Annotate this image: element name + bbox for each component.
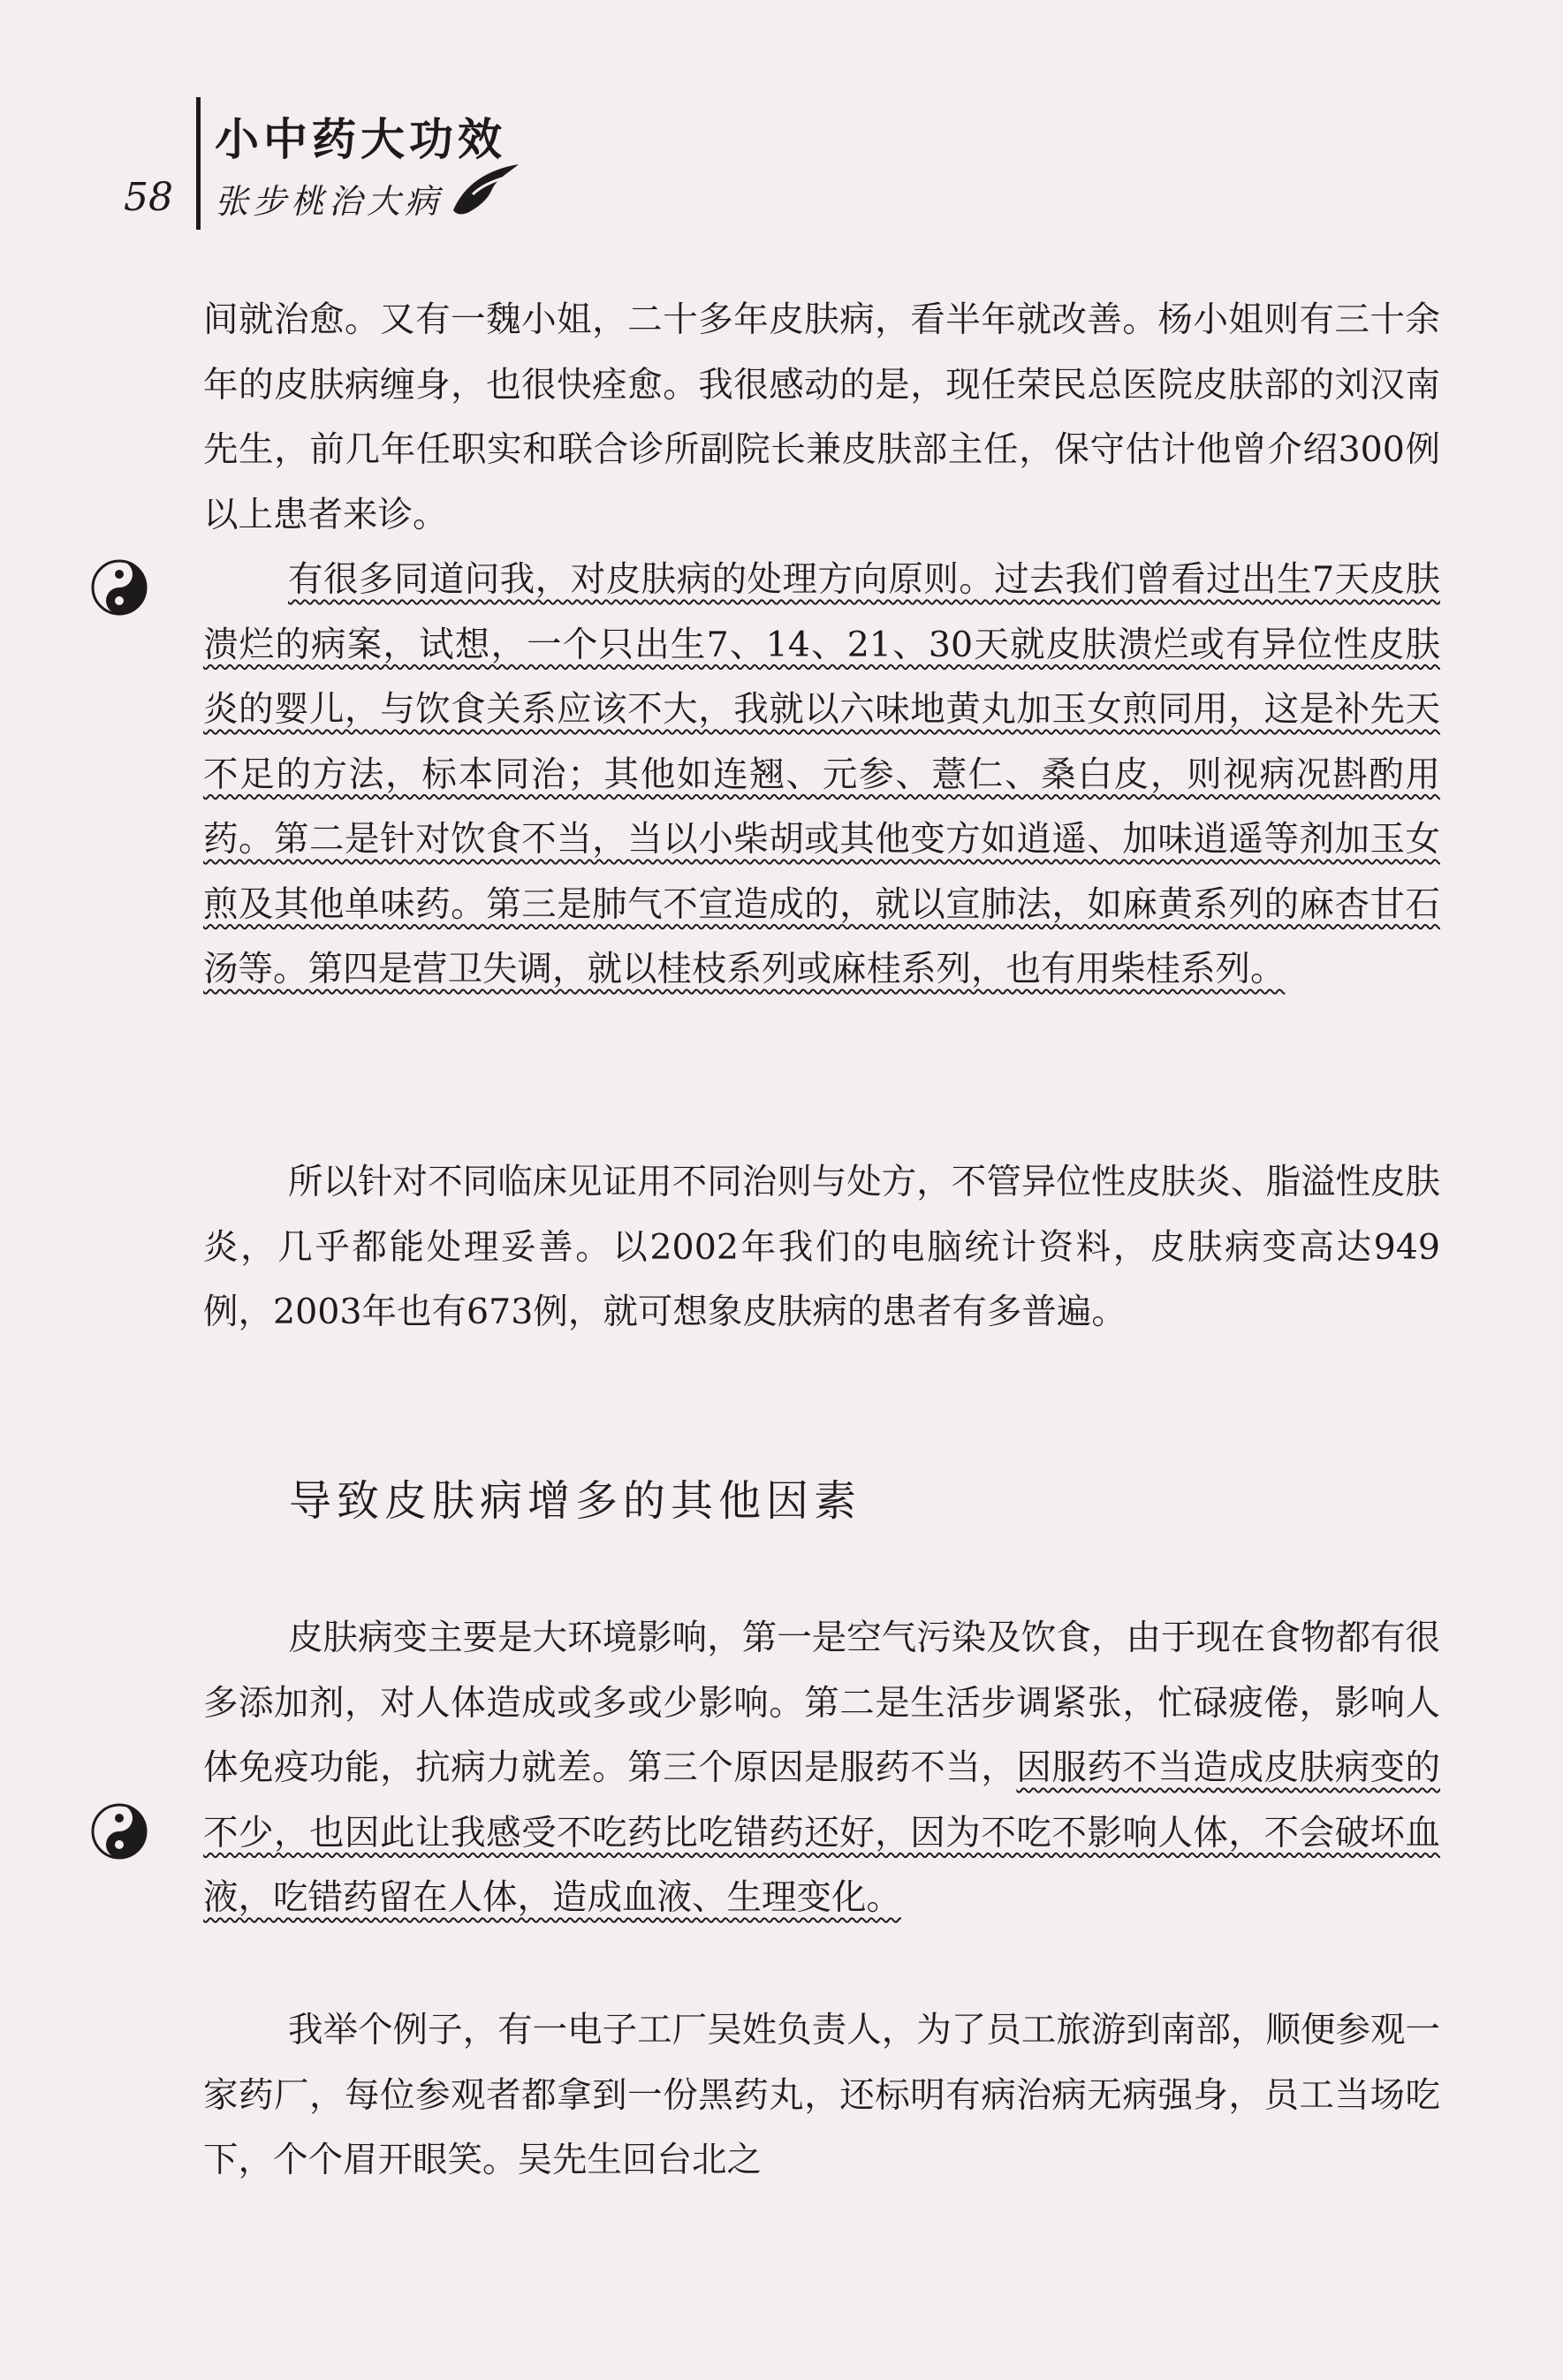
yin-yang-icon [90,558,148,617]
section-heading: 导致皮肤病增多的其他因素 [289,1476,862,1526]
book-subtitle: 张步桃治大病 [215,182,444,221]
paragraph-5: 我举个例子，有一电子工厂吴姓负责人，为了员工旅游到南部，顺便参观一家药厂，每位参观者都拿到一份黑药丸，还标明有病治病无病强身，员工当场吃下，个个眉开眼笑。吴先生回台北之 [203,2010,1440,2180]
paragraph-2 [203,548,1440,1003]
brush-stroke-icon [446,159,526,221]
underlined-passage: 有很多同道问我，对皮肤病的处理方向原则。过去我们曾看过出生7天皮肤溃烂的病案，试想，一个只出生7、14、21、30天就皮肤溃烂或有异位性皮肤炎的婴儿，与饮食关系应该不大，我就以六味地黄丸加玉女煎同用，这是补先天不足的方法，标本同治；其他如连翘、元参、薏仁、桑白皮，则视病况斟酌用药。第二是针对饮食不当，当以小柴胡或其他变方如逍遥、加味逍遥等剂加玉女煎及其他单味药。第三是肺气不宣造成的，就以宣肺法，如麻黄系列的麻杏甘石汤等。第四是营卫失调，就以桂枝系列或麻桂系列，也有用柴桂系列。 [203,559,1440,989]
paragraph-4 [203,1606,1440,1931]
book-title: 小中药大功效 [215,113,506,165]
paragraph-3: 所以针对不同临床见证用不同治则与处方，不管异位性皮肤炎、脂溢性皮肤炎，几乎都能处理妥善。以2002年我们的电脑统计资料，皮肤病变高达949例，2003年也有673例，就可想象皮肤病的患者有多普遍。 [203,1162,1440,1332]
paragraph-4-text: 皮肤病变主要是大环境影响，第一是空气污染及饮食，由于现在食物都有很多添加剂，对人体造成或多或少影响。第二是生活步调紧张，忙碌疲倦，影响人体免疫功能，抗病力就差。第三个原因是服药不当， [203,1618,1440,1788]
yin-yang-icon [90,1802,148,1861]
header-divider [196,97,201,230]
paragraph-1: 间就治愈。又有一魏小姐，二十多年皮肤病，看半年就改善。杨小姐则有三十余年的皮肤病缠身，也很快痊愈。我很感动的是，现任荣民总医院皮肤部的刘汉南先生，前几年任职实和联合诊所副院长兼皮肤部主任，保守估计他曾介绍300例以上患者来诊。 [203,299,1440,535]
page-number: 58 [124,175,173,220]
underlined-passage: 因服药不当造成皮肤病变的不少，也因此让我感受不吃药比吃错药还好，因为不吃不影响人体，不会破坏血液，吃错药留在人体，造成血液、生理变化。 [203,1747,1441,1918]
